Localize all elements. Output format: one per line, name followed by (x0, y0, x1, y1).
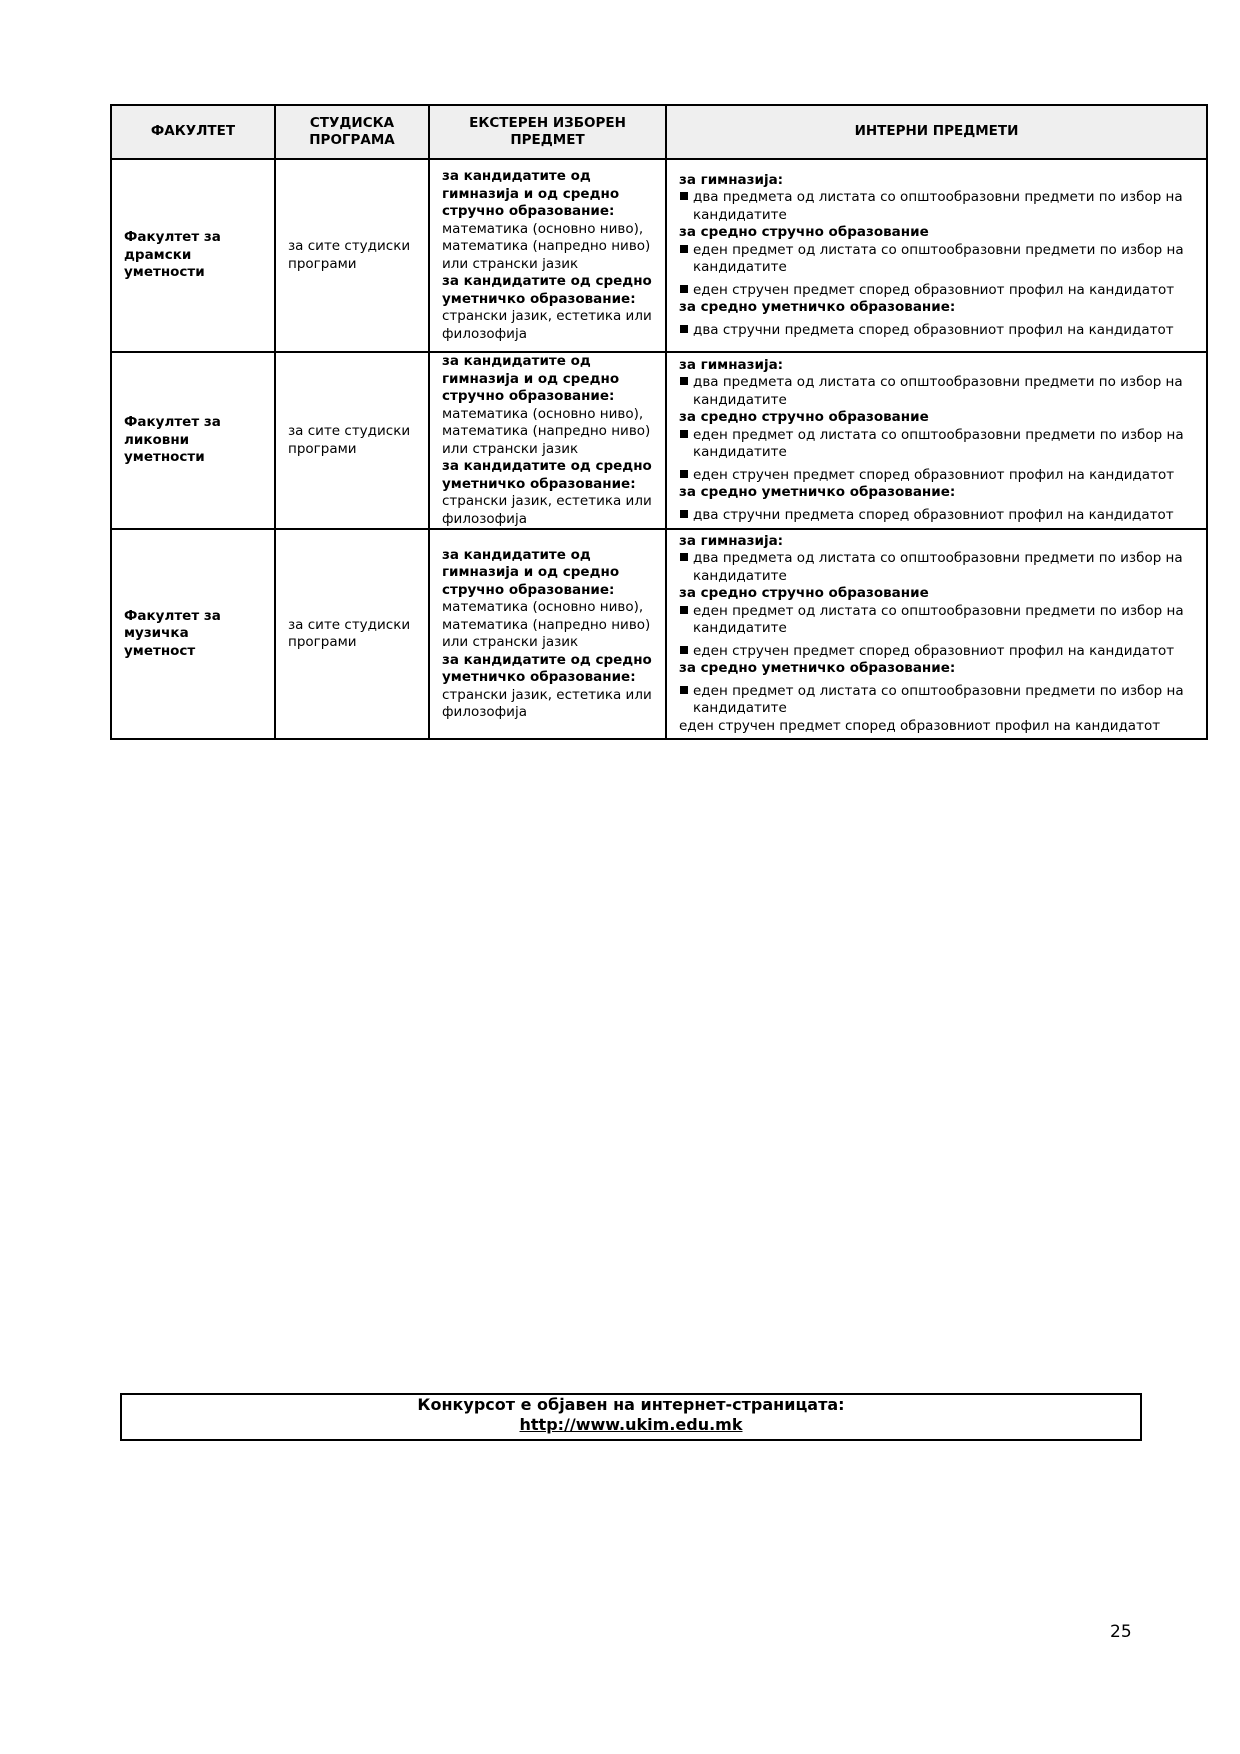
header-internal-subjects: ИНТЕРНИ ПРЕДМЕТИ (666, 105, 1207, 159)
internal-subjects-cell (666, 159, 1207, 352)
external-subject-cell (429, 352, 666, 529)
list-item: два стручни предмета според образовниот профил на кандидатот (679, 507, 1194, 525)
list-item: еден предмет од листата со општообразовни предмети по избор на кандидатите (679, 427, 1194, 462)
page-number: 25 (1110, 1622, 1132, 1642)
internal-heading-gymnasium: за гимназија: (679, 171, 784, 188)
list-item: еден предмет од листата со општообразовни предмети по избор на кандидатите (679, 242, 1194, 277)
faculty-cell: Факултет за музичка уметност (111, 529, 275, 739)
bullet-square-icon (680, 285, 688, 293)
bullet-square-icon (680, 606, 688, 614)
list-item: еден стручен предмет според образовниот профил на кандидатот (679, 282, 1194, 300)
external-text-general: математика (основно ниво), математика (напредно ниво) или странски јазик (442, 220, 651, 272)
bullet-square-icon (680, 646, 688, 654)
bullet-square-icon (680, 686, 688, 694)
bullet-square-icon (680, 245, 688, 253)
faculty-cell: Факултет за ликовни уметности (111, 352, 275, 529)
bullet-square-icon (680, 510, 688, 518)
external-text-general: математика (основно ниво), математика (напредно ниво) или странски јазик (442, 599, 651, 650)
bullet-square-icon (680, 377, 688, 385)
program-cell: за сите студиски програми (275, 352, 429, 529)
external-text-art: странски јазик, естетика или филозофија (442, 493, 652, 527)
list-item: два предмета од листата со општообразовни предмети по избор на кандидатите (679, 374, 1194, 409)
external-heading-art: за кандидатите од средно уметничко образование: (442, 651, 652, 685)
internal-heading-gymnasium: за гимназија: (679, 356, 784, 373)
internal-heading-vocational: за средно стручно образование (679, 409, 929, 426)
bullet-square-icon (680, 470, 688, 478)
list-item: два стручни предмета според образовниот профил на кандидатот (679, 322, 1194, 340)
table-row (111, 159, 1207, 352)
internal-heading-vocational: за средно стручно образование (679, 224, 929, 241)
table-row (111, 529, 1207, 739)
list-item: еден предмет од листата со општообразовни предмети по избор на кандидатите (679, 683, 1194, 718)
internal-subjects-cell (666, 529, 1207, 739)
external-subject-cell (429, 159, 666, 352)
header-external-subject: ЕКСТЕРЕН ИЗБОРЕН ПРЕДМЕТ (429, 105, 666, 159)
list-item: еден предмет од листата со општообразовни предмети по избор на кандидатите (679, 603, 1194, 638)
external-heading-art: за кандидатите од средно уметничко образование: (442, 273, 652, 307)
table-row (111, 352, 1207, 529)
admission-subjects-table (110, 104, 1208, 740)
list-item: два предмета од листата со општообразовни предмети по избор на кандидатите (679, 189, 1194, 224)
header-program: СТУДИСКА ПРОГРАМА (275, 105, 429, 159)
external-subject-cell (429, 529, 666, 739)
faculty-cell: Факултет за драмски уметности (111, 159, 275, 352)
bullet-square-icon (680, 430, 688, 438)
internal-heading-gymnasium: за гимназија: (679, 532, 784, 549)
list-item: два предмета од листата со општообразовни предмети по избор на кандидатите (679, 550, 1194, 585)
internal-heading-vocational: за средно стручно образование (679, 585, 929, 602)
external-heading-general: за кандидатите од гимназија и од средно стручно образование: (442, 546, 620, 598)
external-heading-art: за кандидатите од средно уметничко образование: (442, 458, 652, 492)
program-cell: за сите студиски програми (275, 159, 429, 352)
external-text-art: странски јазик, естетика или филозофија (442, 686, 652, 720)
list-item: еден стручен предмет според образовниот профил на кандидатот (679, 467, 1194, 485)
internal-subjects-cell (666, 352, 1207, 529)
external-heading-general: за кандидатите од гимназија и од средно стручно образование: (442, 168, 620, 219)
bullet-square-icon (680, 192, 688, 200)
internal-text-professional: еден стручен предмет според образовниот профил на кандидатот (679, 717, 1161, 734)
bullet-square-icon (680, 325, 688, 333)
header-faculty: ФАКУЛТЕТ (111, 105, 275, 159)
internal-heading-art: за средно уметничко образование: (679, 660, 956, 677)
internal-heading-art: за средно уметничко образование: (679, 484, 956, 501)
list-item: еден стручен предмет според образовниот профил на кандидатот (679, 643, 1194, 661)
program-cell: за сите студиски програми (275, 529, 429, 739)
table-header-row (111, 105, 1207, 159)
university-website-link[interactable]: http://www.ukim.edu.mk (519, 1415, 743, 1434)
announcement-text: Конкурсот е објавен на интернет-страницата: (417, 1395, 845, 1414)
external-text-general: математика (основно ниво), математика (напредно ниво) или странски јазик (442, 405, 651, 457)
external-text-art: странски јазик, естетика или филозофија (442, 308, 652, 342)
internal-heading-art: за средно уметничко образование: (679, 299, 956, 316)
bullet-square-icon (680, 553, 688, 561)
announcement-box (120, 1393, 1142, 1441)
external-heading-general: за кандидатите од гимназија и од средно стручно образование: (442, 353, 620, 404)
